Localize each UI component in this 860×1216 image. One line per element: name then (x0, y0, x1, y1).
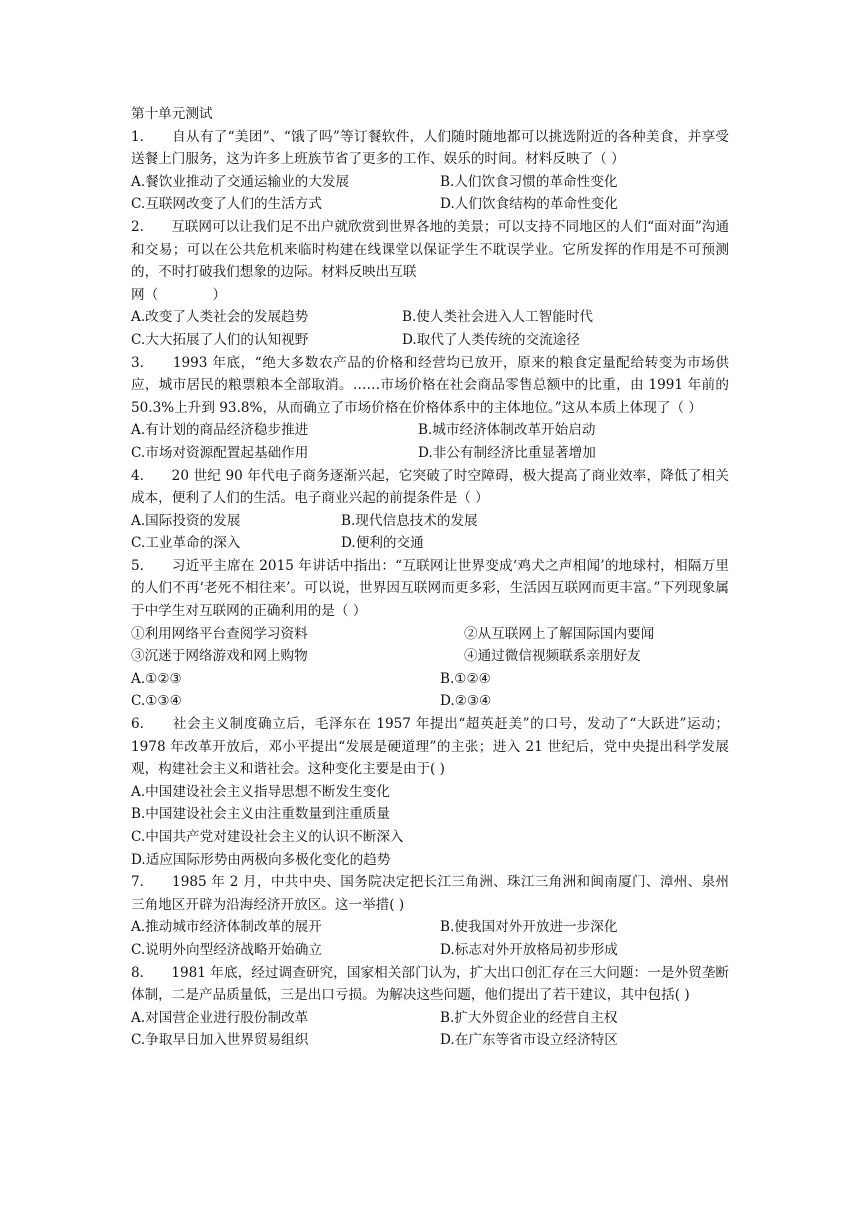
question-stem: 2. 互联网可以让我们足不出户就欣赏到世界各地的美景；可以支持不同地区的人们“面对面”沟通和交易；可以在公共危机来临时构建在线课堂以保证学生不耽误学业。它所发挥的作用是不可预测的，不时打破我们想象的边际。材料反映出互联 (131, 218, 729, 281)
statement-item: ④通过微信视频联系亲朋好友 (464, 648, 641, 665)
option-row (131, 329, 729, 352)
option-a[interactable]: A.中国建设社会主义指导思想不断发生变化 (131, 783, 390, 800)
option-b[interactable]: B.现代信息技术的发展 (341, 512, 478, 529)
question-4 (131, 465, 729, 555)
question-stem: 6. 社会主义制度确立后，毛泽东在 1957 年提出“超英赶美”的口号，发动了“大跃进”运动；1978 年改革开放后，邓小平提出“发展是硬道理”的主张；进入 21 世纪后，党中央提出科学发展观，构建社会主义和谐社会。这种变化主要是由于( ) (131, 716, 729, 778)
option-c[interactable]: C.大大拓展了人们的认知视野 (131, 331, 309, 348)
question-3 (131, 352, 729, 465)
option-d[interactable]: D.在广东等省市设立经济特区 (440, 1032, 618, 1049)
option-row (131, 939, 729, 962)
option-c[interactable]: C.互联网改变了人们的生活方式 (131, 196, 322, 213)
option-row (131, 306, 729, 329)
question-stem: 3. 1993 年底，“绝大多数农产品的价格和经营均已放开，原来的粮食定量配给转变为市场供应，城市居民的粮票粮本全部取消。……市场价格在社会商品零售总额中的比重，由 1991 年前的 50.3%上升到 93.8%，从而确立了市场价格在价格体系中的主体地位。”这从本质上体现了（ ） (131, 354, 729, 416)
option-a[interactable]: A.国际投资的发展 (131, 512, 241, 529)
option-row (131, 193, 729, 216)
option-d[interactable]: D.便利的交通 (341, 535, 424, 552)
option-c[interactable]: C.工业革命的深入 (131, 535, 241, 552)
option-d[interactable]: D.②③④ (440, 693, 492, 710)
question-stem: 8. 1981 年底，经过调查研究，国家相关部门认为，扩大出口创汇存在三大问题：一是外贸垄断体制，二是产品质量低，三是出口亏损。为解决这些问题，他们提出了若干建议，其中包括( ) (131, 964, 729, 1004)
question-7 (131, 871, 729, 961)
option-row (131, 171, 729, 194)
question-stem: 1. 自从有了“美团”、“饿了吗”等订餐软件，人们随时随地都可以挑选附近的各种美食，并享受送餐上门服务，这为许多上班族节省了更多的工作、娱乐的时间。材料反映了（ ） (131, 128, 729, 168)
page-title: 第十单元测试 (131, 106, 213, 122)
option-a[interactable]: A.对国营企业进行股份制改革 (131, 1009, 309, 1026)
question-5 (131, 555, 729, 713)
option-d[interactable]: D.标志对外开放格局初步形成 (440, 941, 618, 958)
option-c[interactable]: C.中国共产党对建设社会主义的认识不断深入 (131, 829, 404, 845)
option-d[interactable]: D.适应国际形势由两极向多极化变化的趋势 (131, 851, 391, 868)
option-b[interactable]: B.中国建设社会主义由注重数量到注重质量 (131, 806, 390, 823)
option-row (131, 916, 729, 939)
question-stem: 5. 习近平主席在 2015 年讲话中指出：“互联网让世界变成‘鸡犬之声相闻’的地球村，相隔万里的人们不再‘老死不相往来’。可以说，世界因互联网而更多彩，生活因互联网而更丰富。”下列现象属于中学生对互联网的正确利用的是（ ） (131, 557, 729, 620)
option-c[interactable]: C.说明外向型经济战略开始确立 (131, 941, 322, 958)
option-a[interactable]: A.改变了人类社会的发展趋势 (131, 309, 309, 326)
option-row (131, 442, 729, 465)
statement-row (131, 623, 729, 646)
option-a[interactable]: A.餐饮业推动了交通运输业的大发展 (131, 173, 350, 190)
option-d[interactable]: D.非公有制经济比重显著增加 (418, 444, 596, 461)
statement-item: ③沉迷于网络游戏和网上购物 (131, 648, 308, 665)
option-b[interactable]: B.使我国对外开放进一步深化 (440, 919, 618, 936)
option-a[interactable]: A.①②③ (131, 670, 182, 687)
question-stem-tail: 网（ ） (131, 286, 227, 303)
option-row (131, 1029, 729, 1052)
question-1 (131, 126, 729, 216)
question-stem: 7. 1985 年 2 月，中共中央、国务院决定把长江三角洲、珠江三角洲和闽南厦门、漳州、泉州三角地区开辟为沿海经济开放区。这一举措( ) (131, 874, 729, 913)
statement-item: ②从互联网上了解国际国内要闻 (464, 625, 655, 642)
option-d[interactable]: D.人们饮食结构的革命性变化 (440, 196, 618, 213)
statement-row (131, 645, 729, 668)
question-2 (131, 216, 729, 352)
option-row (131, 419, 729, 442)
statement-item: ①利用网络平台查阅学习资料 (131, 625, 308, 642)
option-row (131, 690, 729, 713)
option-c[interactable]: C.争取早日加入世界贸易组织 (131, 1032, 309, 1049)
option-b[interactable]: B.扩大外贸企业的经营自主权 (440, 1009, 618, 1026)
option-a[interactable]: A.推动城市经济体制改革的展开 (131, 919, 322, 936)
option-b[interactable]: B.使人类社会进入人工智能时代 (402, 309, 594, 326)
option-row (131, 532, 729, 555)
option-row (131, 1007, 729, 1030)
option-row (131, 668, 729, 691)
question-8 (131, 962, 729, 1052)
option-b[interactable]: B.①②④ (440, 670, 491, 687)
document-content (131, 103, 729, 1052)
option-a[interactable]: A.有计划的商品经济稳步推进 (131, 422, 309, 439)
option-b[interactable]: B.城市经济体制改革开始启动 (418, 422, 596, 439)
option-b[interactable]: B.人们饮食习惯的革命性变化 (440, 173, 618, 190)
question-stem: 4. 20 世纪 90 年代电子商务逐渐兴起，它突破了时空障碍，极大提高了商业效率，降低了相关成本，便利了人们的生活。电子商业兴起的前提条件是（ ） (131, 467, 729, 507)
option-d[interactable]: D.取代了人类传统的交流途径 (402, 331, 580, 348)
option-c[interactable]: C.①③④ (131, 693, 182, 710)
question-6 (131, 713, 729, 871)
option-row (131, 510, 729, 533)
option-c[interactable]: C.市场对资源配置起基础作用 (131, 444, 309, 461)
